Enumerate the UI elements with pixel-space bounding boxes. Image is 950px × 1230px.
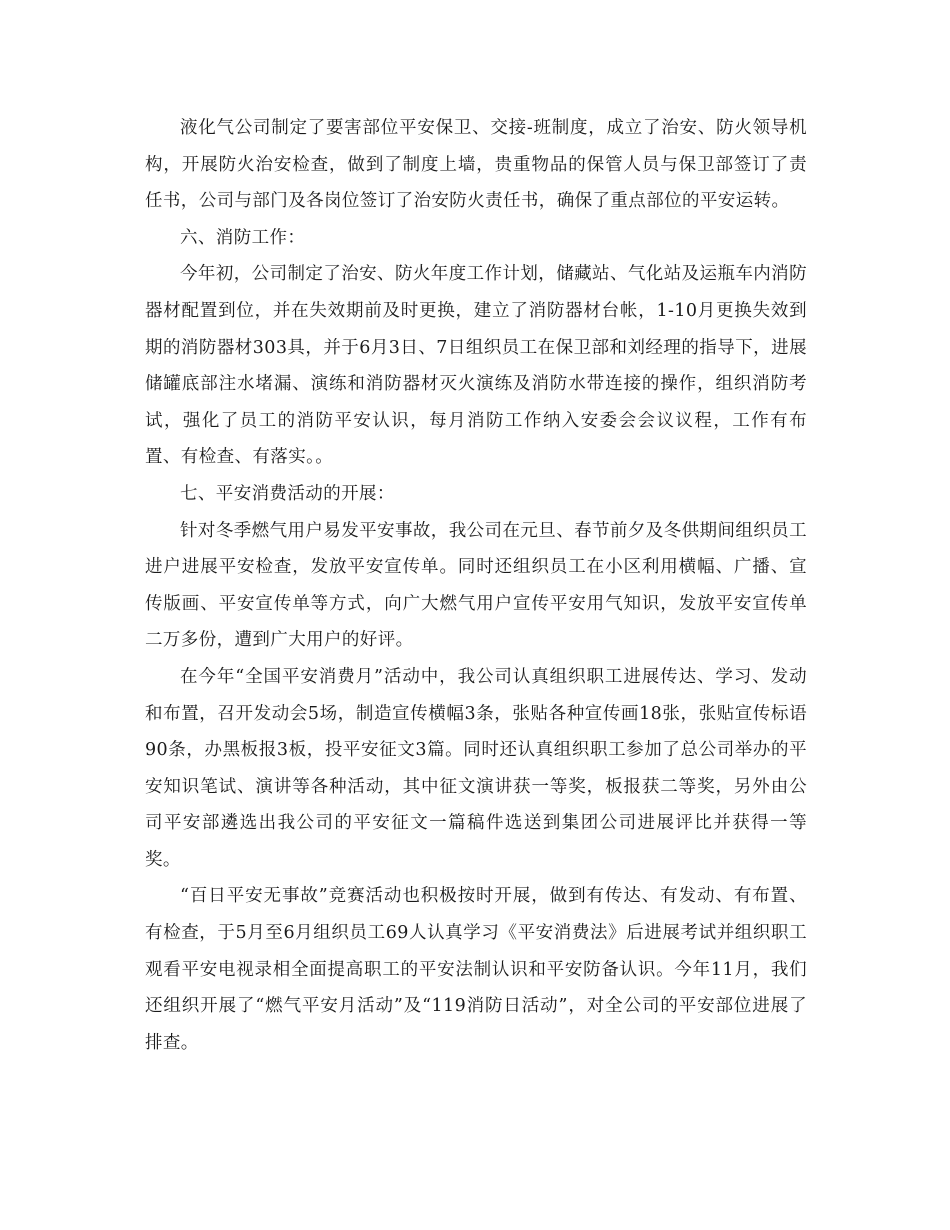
paragraph-winter-checks: 针对冬季燃气用户易发平安事故，我公司在元旦、春节前夕及冬供期间组织员工进户进展平安检查，发放平安宣传单。同时还组织员工在小区利用横幅、广播、宣传版画、平安宣传单等方式，向广大燃气用户宣传平安用气知识，发放平安宣传单二万多份，遭到广大用户的好评。: [145, 520, 807, 651]
paragraph-hundred-days: “百日平安无事故”竞赛活动也积极按时开展，做到有传达、有发动、有布置、有检查，于5月至6月组织员工69人认真学习《平安消费法》后进展考试并组织职工观看平安电视录相全面提高职工的平安法制认识和平安防备认识。今年11月，我们还组织开展了“燃气平安月活动”及“119消防日活动”，对全公司的平安部位进展了排查。: [145, 886, 807, 1053]
heading-safety-activities: 七、平安消费活动的开展：: [180, 483, 395, 504]
paragraph-fire-work: 今年初，公司制定了治安、防火年度工作计划，储藏站、气化站及运瓶车内消防器材配置到位，并在失效期前及时更换，建立了消防器材台帐，1-10月更换失效到期的消防器材303具，并于6月3日、7日组织员工在保卫部和刘经理的指导下，进展储罐底部注水堵漏、演练和消防器材灭火演练及消防水带连接的操作，组织消防考试，强化了员工的消防平安认识，每月消防工作纳入安委会会议议程，工作有布置、有检查、有落实。。: [145, 264, 807, 468]
paragraph-safety-month: 在今年“全国平安消费月”活动中，我公司认真组织职工进展传达、学习、发动和布置，召开发动会5场，制造宣传横幅3条，张贴各种宣传画18张，张贴宣传标语90条，办黑板报3板，投平安征文3篇。同时还认真组织职工参加了总公司举办的平安知识笔试、演讲等各种活动，其中征文演讲获一等奖，板报获二等奖，另外由公司平安部遴选出我公司的平安征文一篇稿件选送到集团公司进展评比并获得一等奖。: [145, 666, 807, 870]
heading-fire-work: 六、消防工作：: [180, 227, 306, 248]
document-body: [145, 110, 807, 1061]
paragraph-security-system: 液化气公司制定了要害部位平安保卫、交接-班制度，成立了治安、防火领导机构，开展防火治安检查，做到了制度上墙，贵重物品的保管人员与保卫部签订了责任书，公司与部门及各岗位签订了治安防火责任书，确保了重点部位的平安运转。: [145, 118, 807, 212]
